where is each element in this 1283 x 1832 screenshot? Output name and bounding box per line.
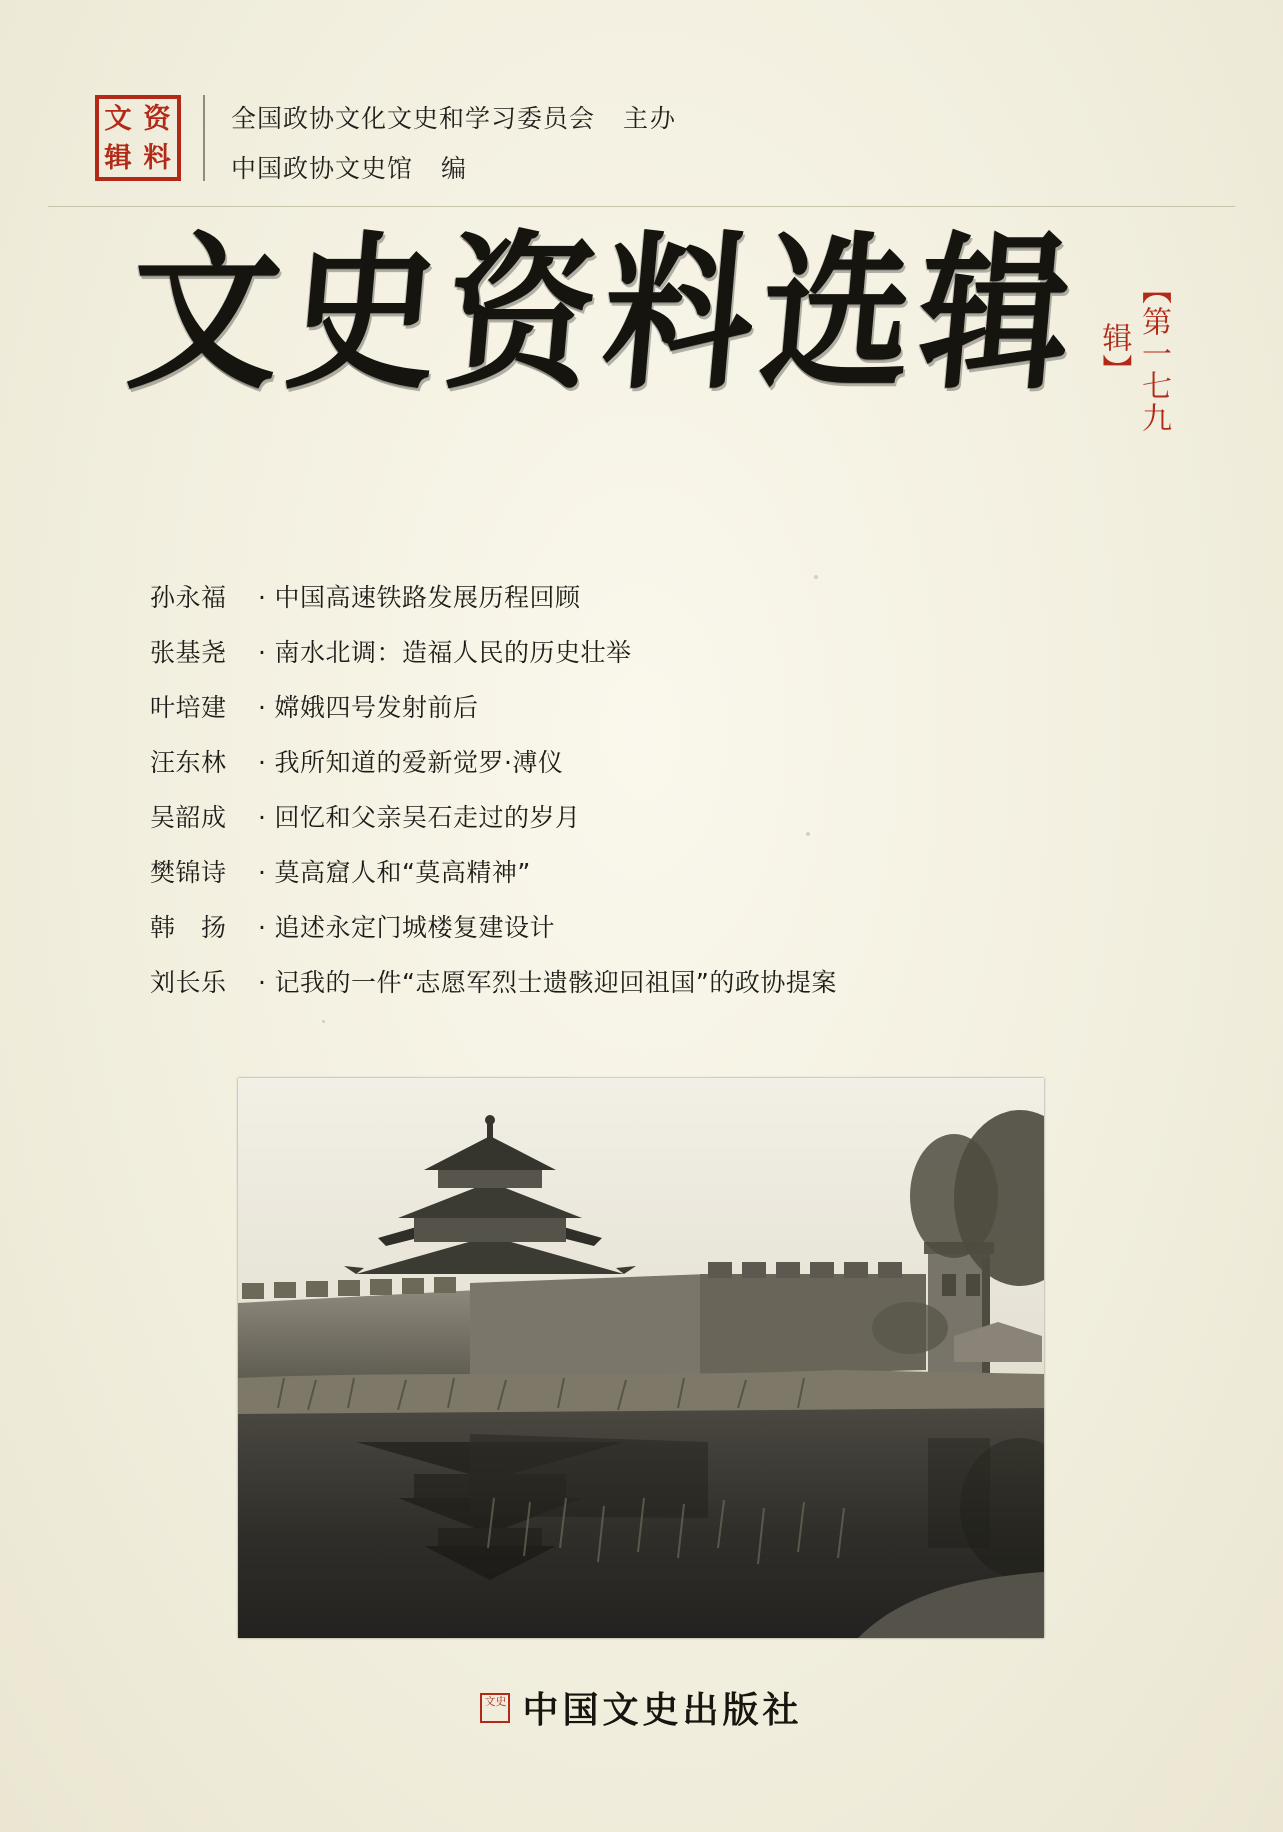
title-block bbox=[0, 215, 1283, 466]
list-item bbox=[150, 695, 1050, 720]
toc-separator: · bbox=[258, 638, 267, 667]
toc-title: 记我的一件“志愿军烈士遗骸迎回祖国”的政协提案 bbox=[274, 968, 837, 997]
toc-title: 我所知道的爱新觉罗·溥仪 bbox=[274, 748, 564, 777]
publisher-seal-icon bbox=[95, 95, 181, 181]
toc-title: 莫高窟人和“莫高精神” bbox=[274, 858, 531, 887]
toc-separator: · bbox=[258, 748, 267, 777]
list-item bbox=[150, 585, 1050, 610]
publisher-block bbox=[0, 1682, 1283, 1733]
publisher-mark-icon: 文史 bbox=[480, 1693, 510, 1723]
toc-separator: · bbox=[258, 858, 267, 887]
cover-header bbox=[95, 95, 677, 199]
list-item bbox=[150, 750, 1050, 775]
cover-photo-illustration bbox=[238, 1078, 1044, 1638]
toc-separator: · bbox=[258, 693, 267, 722]
sponsor-role: 主办 bbox=[623, 104, 678, 133]
toc-separator: · bbox=[258, 583, 267, 612]
toc-author: 韩 扬 bbox=[150, 913, 227, 942]
editor-name: 中国政协文史馆 bbox=[231, 154, 414, 183]
cover-photo bbox=[238, 1078, 1044, 1638]
seal-glyph-4: 料 bbox=[143, 141, 172, 174]
toc-title: 追述永定门城楼复建设计 bbox=[274, 913, 555, 942]
list-item bbox=[150, 970, 1050, 995]
toc-title: 回忆和父亲吴石走过的岁月 bbox=[274, 803, 581, 832]
toc-title: 南水北调：造福人民的历史壮举 bbox=[274, 638, 632, 667]
seal-glyph-1: 文 bbox=[104, 102, 133, 135]
editor-role: 编 bbox=[441, 154, 469, 183]
toc-separator: · bbox=[258, 968, 267, 997]
list-item bbox=[150, 860, 1050, 885]
sponsor-name: 全国政协文化文史和学习委员会 bbox=[231, 104, 596, 133]
toc-title: 嫦娥四号发射前后 bbox=[274, 693, 479, 722]
editor-line bbox=[231, 149, 677, 185]
toc-author: 叶培建 bbox=[150, 693, 227, 722]
toc-separator: · bbox=[258, 803, 267, 832]
paper-speck bbox=[814, 575, 818, 579]
toc-author: 吴韶成 bbox=[150, 803, 227, 832]
toc-author: 汪东林 bbox=[150, 748, 227, 777]
header-divider bbox=[203, 95, 205, 181]
list-item bbox=[150, 915, 1050, 940]
toc-author: 张基尧 bbox=[150, 638, 227, 667]
header-text-block bbox=[231, 95, 677, 199]
toc-title: 中国高速铁路发展历程回顾 bbox=[274, 583, 581, 612]
toc-author: 刘长乐 bbox=[150, 968, 227, 997]
list-item bbox=[150, 640, 1050, 665]
toc-separator: · bbox=[258, 913, 267, 942]
header-rule bbox=[48, 206, 1235, 207]
magazine-title: 文史资料选辑 bbox=[121, 215, 1087, 413]
issue-number: 【第一七九辑】 bbox=[1096, 274, 1171, 434]
sponsor-line bbox=[231, 99, 677, 135]
list-item bbox=[150, 805, 1050, 830]
table-of-contents bbox=[150, 585, 1050, 1025]
seal-glyph-3: 辑 bbox=[104, 141, 133, 174]
seal-glyph-2: 资 bbox=[143, 102, 172, 135]
publisher-name: 中国文史出版社 bbox=[522, 1689, 803, 1731]
toc-author: 孙永福 bbox=[150, 583, 227, 612]
toc-author: 樊锦诗 bbox=[150, 858, 227, 887]
